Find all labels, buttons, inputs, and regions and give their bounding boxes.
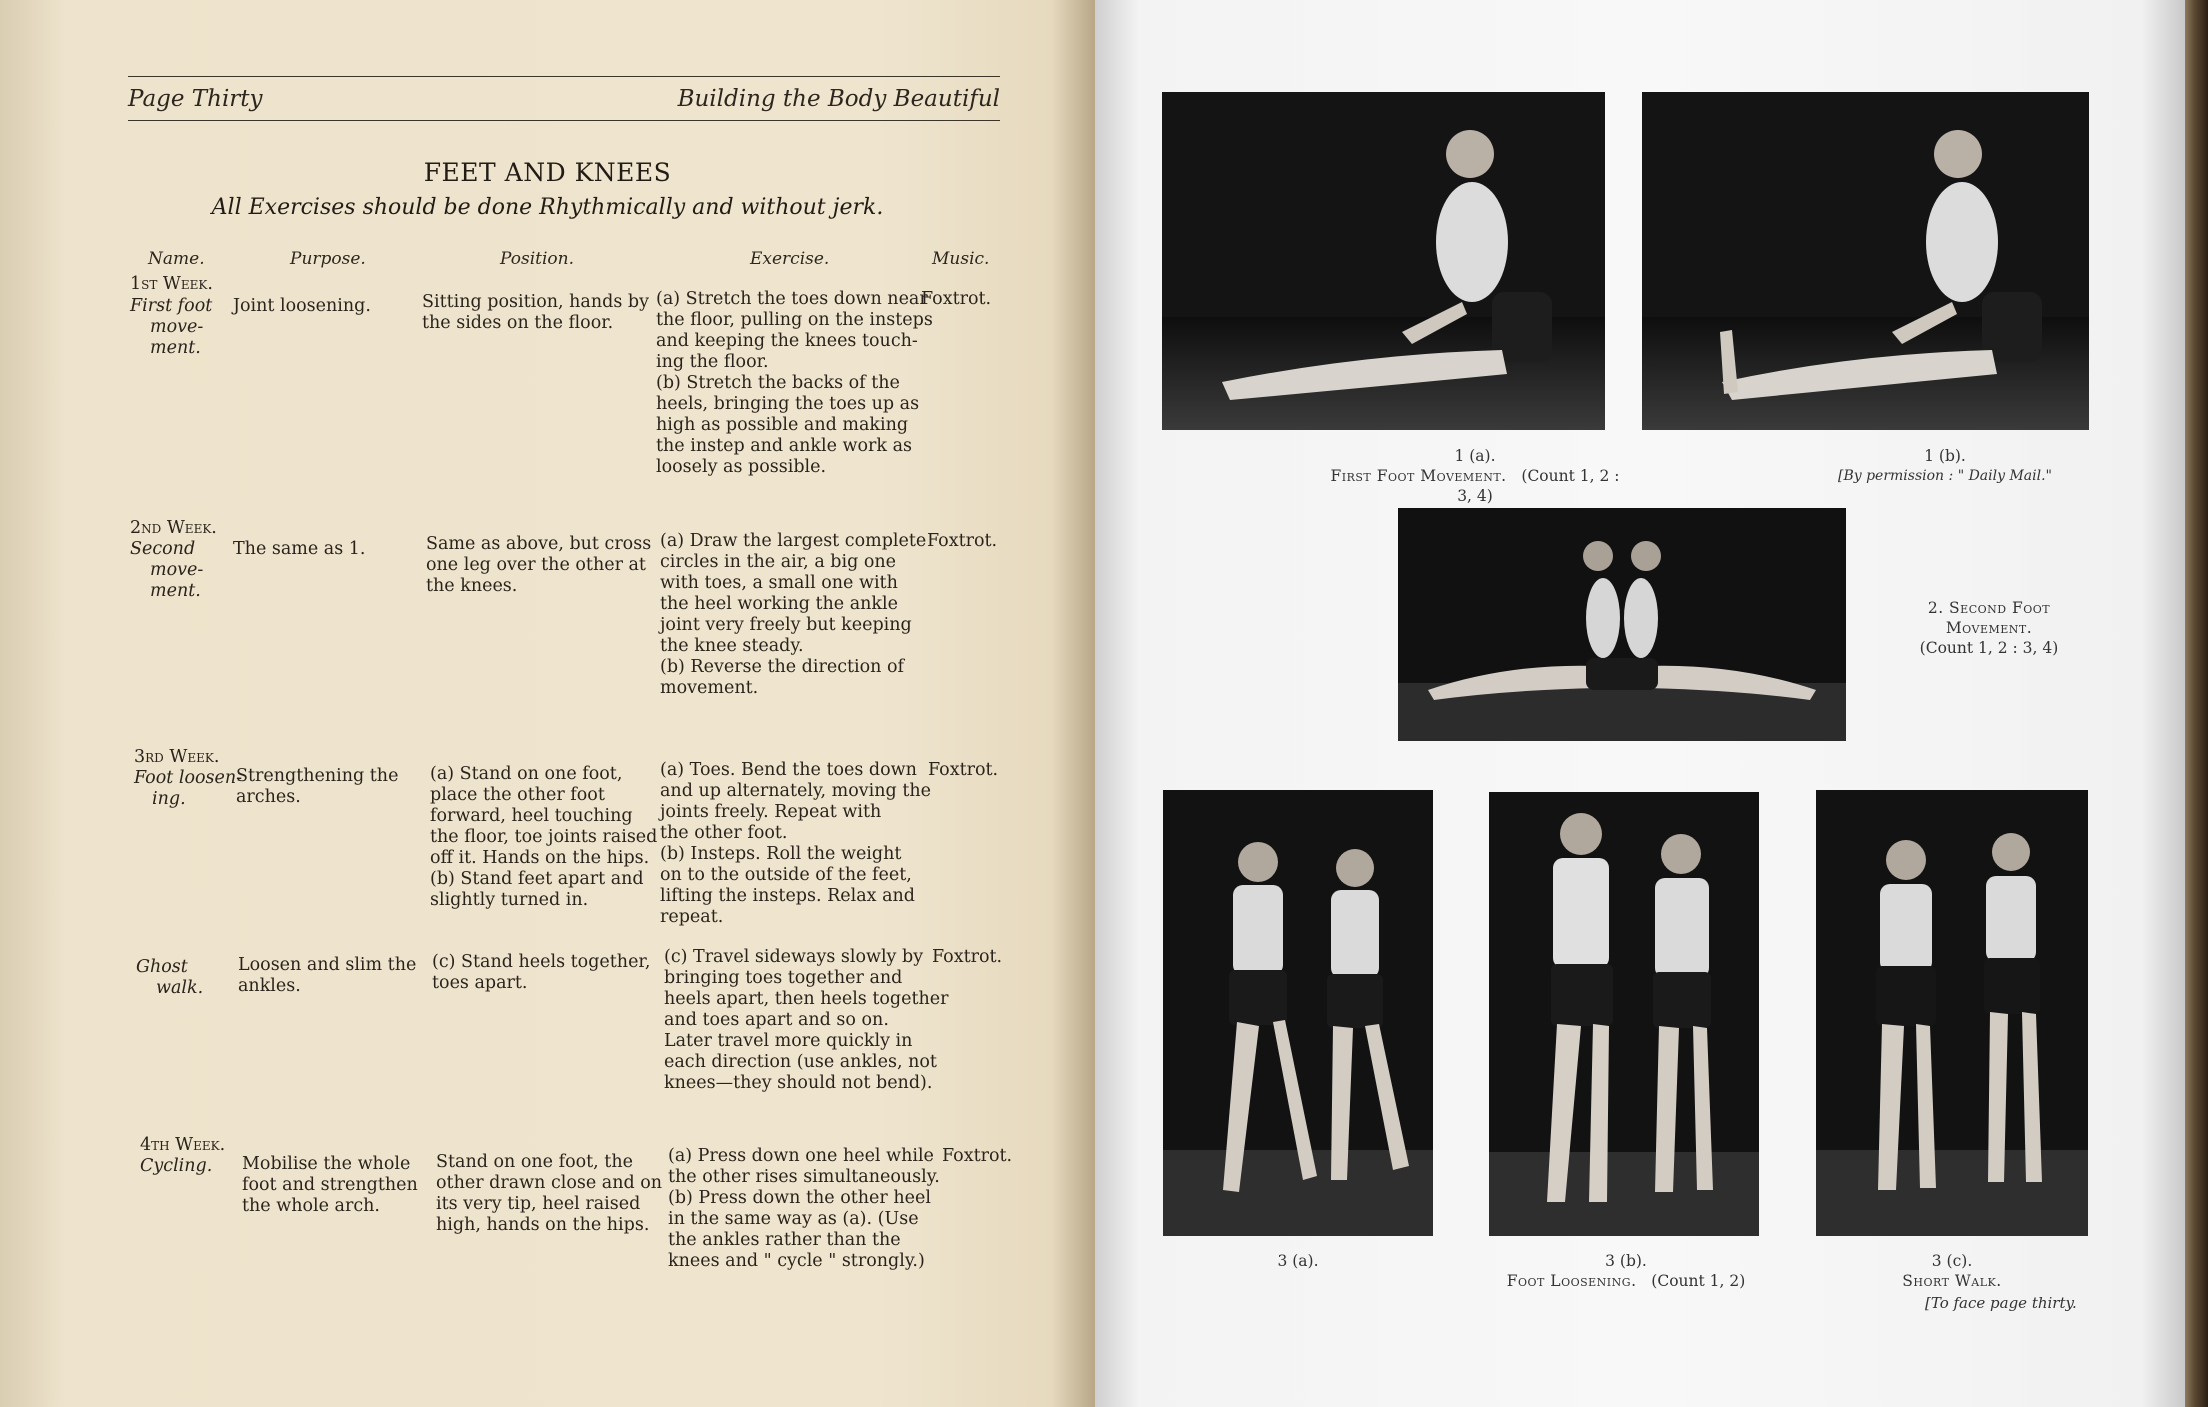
week-label: 1st Week. (130, 274, 213, 294)
photo-second-foot-movement (1398, 508, 1846, 741)
exercise-description: (a) Toes. Bend the toes down and up alternately, moving the joints freely. Repeat with the other foot. (b) Insteps. Roll the weight on to the outside of the feet, lifting the insteps. Relax and repeat. (660, 760, 931, 927)
caption-3c-title: Short Walk. (1902, 1272, 2002, 1290)
header-rule-bottom (128, 120, 1000, 121)
exercise-music: Foxtrot. (928, 760, 999, 780)
caption-2-line2: Movement. (1945, 619, 2033, 637)
caption-1a (1325, 446, 1625, 506)
caption-3b-count: (Count 1, 2) (1651, 1272, 1746, 1290)
caption-1a-count: (Count 1, 2 : 3, 4) (1457, 467, 1620, 505)
section-title: FEET AND KNEES (423, 158, 672, 187)
caption-1a-number: 1 (a). (1454, 447, 1496, 465)
exercise-name: Ghost walk. (136, 957, 204, 998)
exercise-description: (a) Press down one heel while the other rises simultaneously. (b) Press down the other heel in the same way as (a). (Use the ankles rather than the knees and " cycle " strongly.) (668, 1146, 940, 1271)
caption-1b (1795, 446, 2095, 486)
col-music-header: Music. (932, 249, 990, 269)
caption-2-line1: 2. Second Foot (1927, 599, 2051, 617)
photo-foot-loosening-b (1489, 792, 1759, 1236)
left-page (0, 0, 1095, 1407)
exercise-position: (a) Stand on one foot, place the other foot forward, heel touching the floor, toe joints raised off it. Hands on the hips. (b) Stand feet apart and slightly turned in. (430, 764, 658, 910)
caption-3c-number: 3 (c). (1931, 1252, 1973, 1270)
exercise-name: First foot move- ment. (130, 296, 213, 358)
exercise-position: (c) Stand heels together, toes apart. (432, 952, 651, 993)
photo-short-walk (1816, 790, 2088, 1236)
caption-1b-credit: [By permission : " Daily Mail." (1837, 468, 2052, 484)
exercise-position: Sitting position, hands by the sides on the floor. (422, 292, 649, 333)
page-number-header: Page Thirty (128, 86, 263, 112)
photo-first-foot-movement-a (1162, 92, 1605, 430)
col-name-header: Name. (148, 249, 205, 269)
exercise-purpose: The same as 1. (233, 539, 366, 559)
face-page-note: [To face page thirty. (1925, 1294, 2077, 1312)
section-subtitle: All Exercises should be done Rhythmically and without jerk. (211, 195, 884, 220)
exercise-position: Stand on one foot, the other drawn close and on its very tip, heel raised high, hands on the hips. (436, 1152, 663, 1235)
week-label: 4th Week. (140, 1135, 226, 1155)
exercise-name: Foot loosen- ing. (134, 768, 243, 809)
caption-3c (1872, 1251, 2032, 1291)
exercise-purpose: Mobilise the whole foot and strengthen the whole arch. (242, 1154, 418, 1216)
book-title-header: Building the Body Beautiful (677, 86, 1000, 112)
exercise-purpose: Loosen and slim the ankles. (238, 955, 417, 996)
exercise-description: (c) Travel sideways slowly by bringing toes together and heels apart, then heels together and toes apart and so on. Later travel more quickly in each direction (use ankles, not knees—they should not bend). (664, 947, 949, 1093)
photo-first-foot-movement-b (1642, 92, 2089, 430)
exercise-position: Same as above, but cross one leg over the other at the knees. (426, 534, 652, 596)
caption-2 (1879, 598, 2099, 658)
caption-1b-number: 1 (b). (1924, 447, 1966, 465)
header-rule-top (128, 76, 1000, 77)
exercise-music: Foxtrot. (932, 947, 1003, 967)
caption-3b (1461, 1251, 1791, 1291)
exercise-purpose: Joint loosening. (233, 296, 371, 316)
week-label: 3rd Week. (134, 747, 220, 767)
photo-foot-loosening-a (1163, 790, 1433, 1236)
col-purpose-header: Purpose. (290, 249, 366, 269)
exercise-music: Foxtrot. (921, 289, 992, 309)
exercise-purpose: Strengthening the arches. (236, 766, 399, 807)
exercise-name: Second move- ment. (130, 539, 204, 601)
exercise-description: (a) Stretch the toes down near the floor, pulling on the insteps and keeping the knees touch- ing the floor. (b) Stretch the backs of the heels, bringing the toes up as high as possible and making the instep and ankle work as loosely as possible. (656, 289, 933, 477)
col-position-header: Position. (500, 249, 575, 269)
exercise-music: Foxtrot. (942, 1146, 1013, 1166)
caption-2-line3: (Count 1, 2 : 3, 4) (1919, 639, 2059, 657)
exercise-music: Foxtrot. (927, 531, 998, 551)
exercise-description: (a) Draw the largest complete circles in the air, a big one with toes, a small one with the heel working the ankle joint very freely but keeping the knee steady. (b) Reverse the direction of movement. (660, 531, 927, 698)
caption-3a: 3 (a). (1277, 1252, 1319, 1270)
exercise-name: Cycling. (140, 1156, 213, 1176)
right-page (1095, 0, 2185, 1407)
caption-3b-title: Foot Loosening. (1506, 1272, 1637, 1290)
caption-1a-title: First Foot Movement. (1330, 467, 1507, 485)
book-page-edges (2185, 0, 2208, 1407)
week-label: 2nd Week. (130, 518, 217, 538)
col-exercise-header: Exercise. (750, 249, 830, 269)
caption-3b-number: 3 (b). (1605, 1252, 1647, 1270)
